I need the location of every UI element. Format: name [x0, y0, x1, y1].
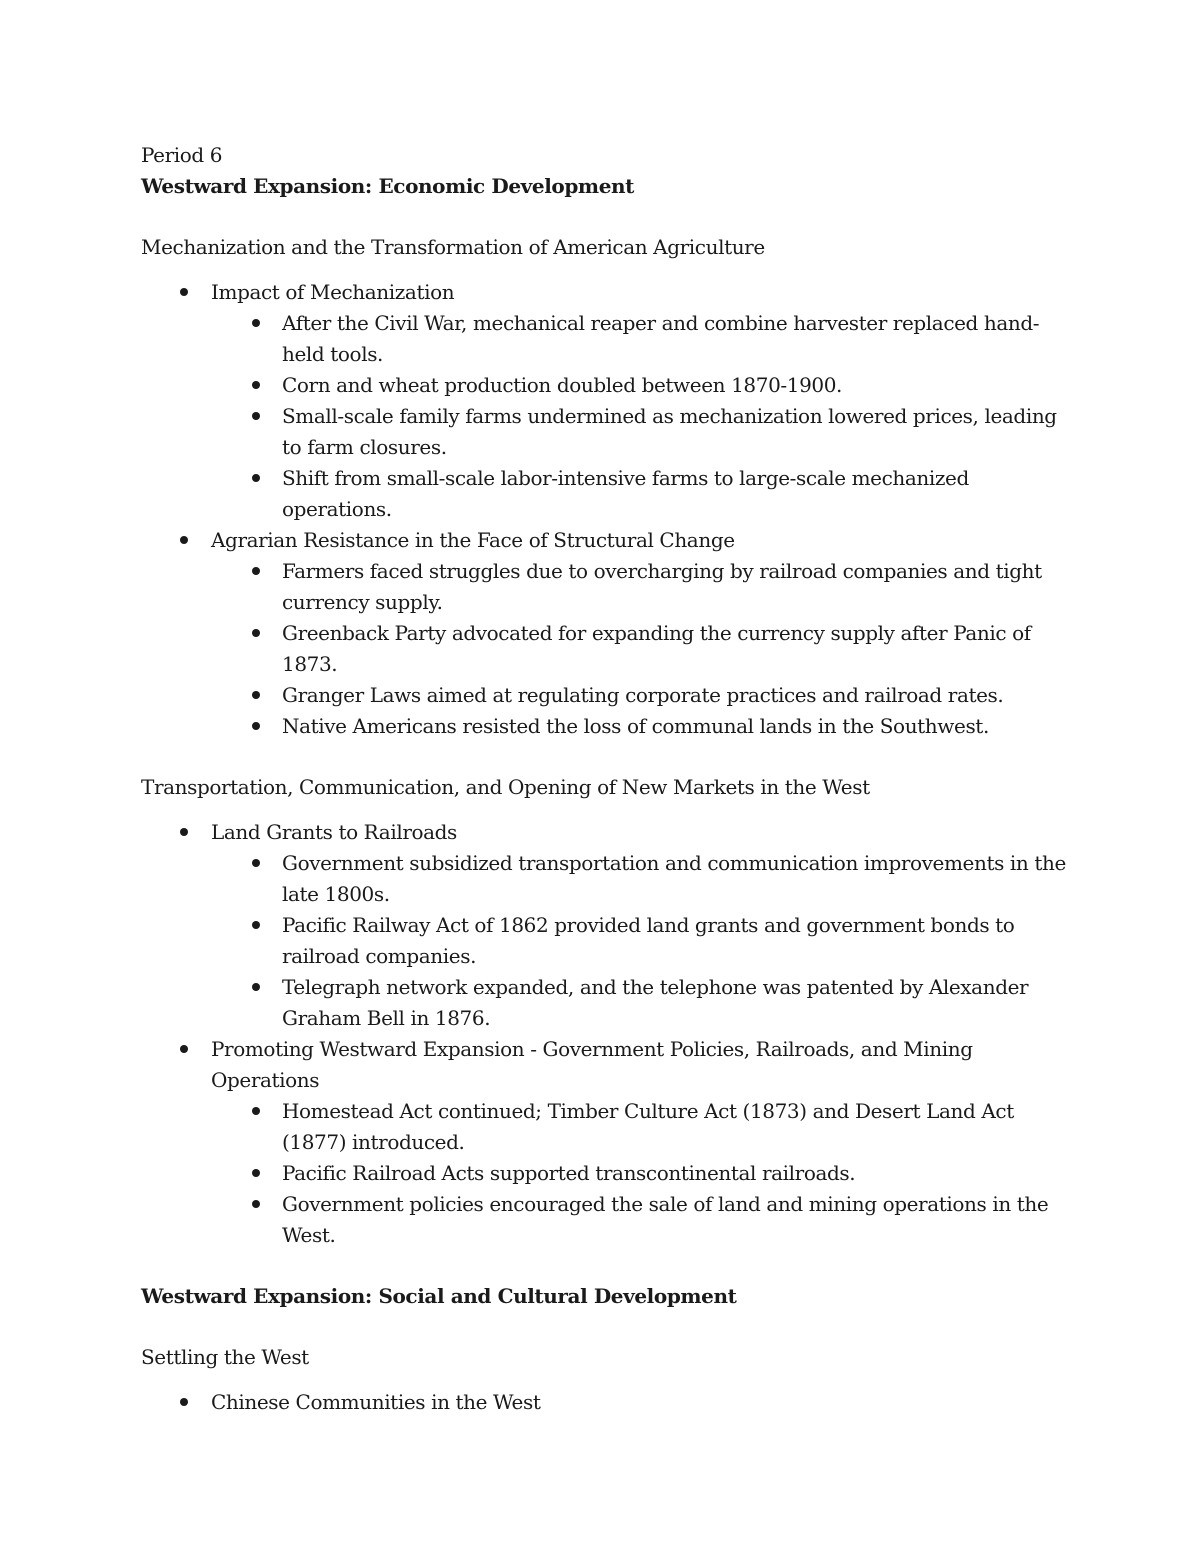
- bullet-icon: [180, 1045, 188, 1053]
- spacer: [141, 263, 1071, 277]
- list-item: Telegraph network expanded, and the telephone was patented by Alexander Graham Bell in 1876.: [141, 972, 1071, 1034]
- subsection3-heading: Settling the West: [141, 1345, 309, 1369]
- spacer: [141, 202, 1071, 232]
- list-item: Pacific Railroad Acts supported transcontinental railroads.: [141, 1158, 1071, 1189]
- list-item: Government policies encouraged the sale of land and mining operations in the West.: [141, 1189, 1071, 1251]
- list-item: Small-scale family farms undermined as mechanization lowered prices, leading to farm closures.: [141, 401, 1071, 463]
- topic-promoting-westward-expansion: Promoting Westward Expansion - Government Policies, Railroads, and Mining Operations: [141, 1034, 1071, 1096]
- bullet-icon: [252, 691, 260, 699]
- subsection2-list: [141, 817, 1071, 1251]
- list-item: Farmers faced struggles due to overcharging by railroad companies and tight currency supply.: [141, 556, 1071, 618]
- list-item: Shift from small-scale labor-intensive farms to large-scale mechanized operations.: [141, 463, 1071, 525]
- section1-title: Westward Expansion: Economic Development: [141, 174, 634, 198]
- subsection1-heading: Mechanization and the Transformation of American Agriculture: [141, 235, 765, 259]
- bullet-icon: [180, 828, 188, 836]
- subsection1-list: [141, 277, 1071, 742]
- bullet-icon: [252, 1169, 260, 1177]
- bullet-icon: [252, 1200, 260, 1208]
- topic-chinese-communities: Chinese Communities in the West: [141, 1387, 1071, 1418]
- subsection2-heading: Transportation, Communication, and Opening of New Markets in the West: [141, 775, 870, 799]
- bullet-icon: [180, 288, 188, 296]
- bullet-icon: [180, 536, 188, 544]
- bullet-icon: [252, 319, 260, 327]
- bullet-icon: [252, 412, 260, 420]
- list-item: Government subsidized transportation and communication improvements in the late 1800s.: [141, 848, 1071, 910]
- list-item: Corn and wheat production doubled between 1870-1900.: [141, 370, 1071, 401]
- period-label: Period 6: [141, 143, 223, 167]
- topic-impact-of-mechanization: Impact of Mechanization: [141, 277, 1071, 308]
- bullet-icon: [252, 629, 260, 637]
- spacer: [141, 1251, 1071, 1281]
- list-item: Granger Laws aimed at regulating corporate practices and railroad rates.: [141, 680, 1071, 711]
- spacer: [141, 1373, 1071, 1387]
- bullet-icon: [252, 567, 260, 575]
- bullet-icon: [252, 921, 260, 929]
- list-item: Native Americans resisted the loss of communal lands in the Southwest.: [141, 711, 1071, 742]
- list-item: Greenback Party advocated for expanding the currency supply after Panic of 1873.: [141, 618, 1071, 680]
- bullet-icon: [252, 474, 260, 482]
- bullet-icon: [252, 381, 260, 389]
- subsection3-list: [141, 1387, 1071, 1418]
- spacer: [141, 742, 1071, 772]
- bullet-icon: [252, 722, 260, 730]
- spacer: [141, 1312, 1071, 1342]
- bullet-icon: [252, 1107, 260, 1115]
- spacer: [141, 803, 1071, 817]
- topic-agrarian-resistance: Agrarian Resistance in the Face of Structural Change: [141, 525, 1071, 556]
- list-item: Homestead Act continued; Timber Culture Act (1873) and Desert Land Act (1877) introduced.: [141, 1096, 1071, 1158]
- section2-title: Westward Expansion: Social and Cultural Development: [141, 1284, 737, 1308]
- document-page: [141, 140, 1071, 1418]
- topic-land-grants: Land Grants to Railroads: [141, 817, 1071, 848]
- list-item: After the Civil War, mechanical reaper and combine harvester replaced hand-held tools.: [141, 308, 1071, 370]
- list-item: Pacific Railway Act of 1862 provided land grants and government bonds to railroad companies.: [141, 910, 1071, 972]
- bullet-icon: [252, 859, 260, 867]
- bullet-icon: [252, 983, 260, 991]
- bullet-icon: [180, 1398, 188, 1406]
